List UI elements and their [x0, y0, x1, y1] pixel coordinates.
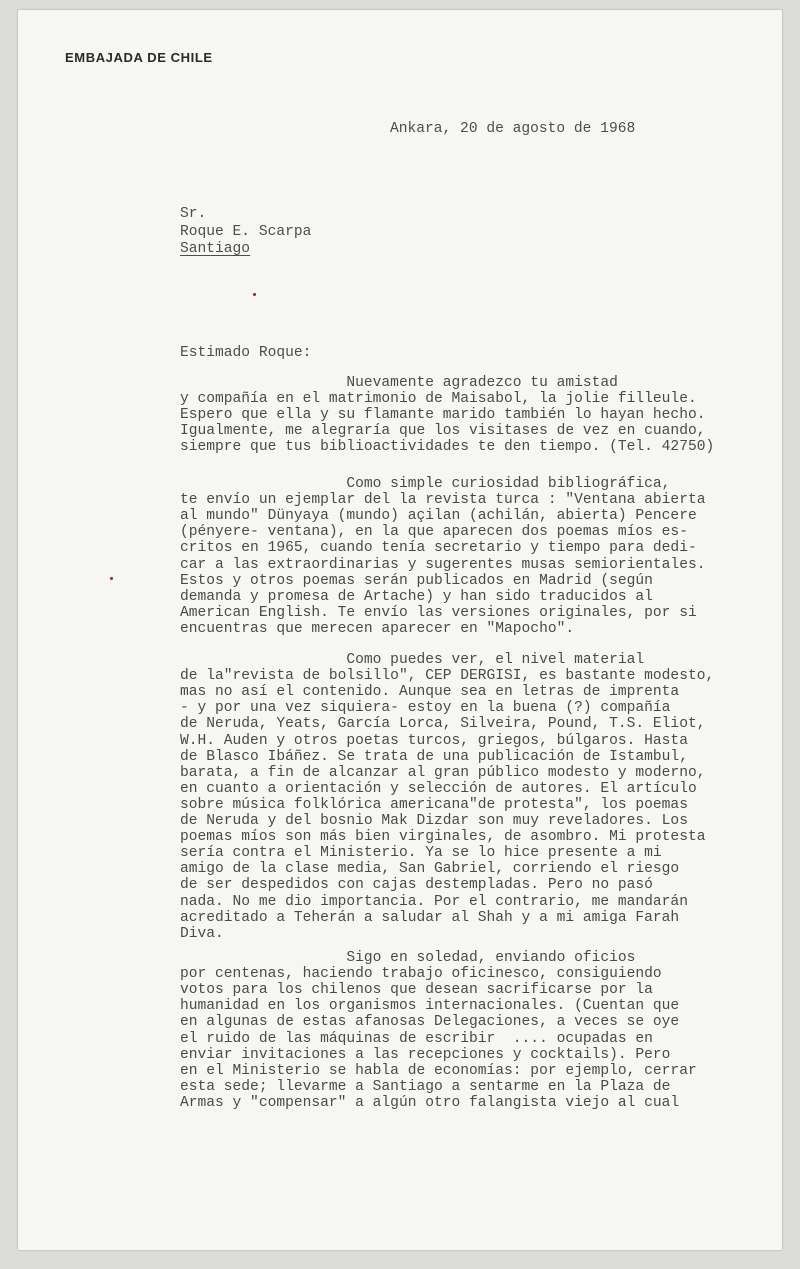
- letter-line: Como simple curiosidad bibliográfica,: [180, 476, 671, 492]
- ink-speck: [110, 577, 113, 580]
- letter-line: por centenas, haciendo trabajo oficinesco, consiguiendo: [180, 966, 662, 983]
- letter-line: demanda y promesa de Artache) y han sido traducidos al: [180, 588, 653, 605]
- letter-line: de ser despedidos con cajas destempladas. Pero no pasó: [180, 877, 653, 894]
- letter-line: Armas y "compensar" a algún otro falangista viejo al cual: [180, 1094, 680, 1111]
- letter-line: votos para los chilenos que desean sacrificarse por la: [180, 982, 653, 999]
- letter-line: encuentras que merecen aparecer en "Mapocho".: [180, 620, 575, 637]
- letter-line: Igualmente, me alegraría que los visitases de vez en cuando,: [180, 423, 706, 440]
- letter-line: de la"revista de bolsillo", CEP DERGISI, es bastante modesto,: [180, 668, 715, 685]
- letterhead: EMBAJADA DE CHILE: [65, 50, 213, 65]
- letter-line: car a las extraordinarias y sugerentes musas semiorientales.: [180, 556, 706, 573]
- letter-line: barata, a fin de alcanzar al gran público modesto y moderno,: [180, 764, 706, 781]
- letter-line: humanidad en los organismos internacionales. (Cuentan que: [180, 998, 680, 1015]
- letter-line: critos en 1965, cuando tenía secretario y tiempo para dedi-: [180, 540, 697, 557]
- letter-line: sería contra el Ministerio. Ya se lo hice presente a mi: [180, 845, 662, 862]
- letter-line: esta sede; llevarme a Santiago a sentarme en la Plaza de: [180, 1078, 671, 1095]
- letter-line: enviar invitaciones a las recepciones y cocktails). Pero: [180, 1046, 671, 1063]
- letter-line: en el Ministerio se habla de economías: por ejemplo, cerrar: [180, 1062, 697, 1079]
- letter-line: el ruido de las máquinas de escribir .... ocupadas en: [180, 1030, 653, 1047]
- letter-line: Nuevamente agradezco tu amistad: [180, 375, 618, 391]
- letter-line: nada. No me dio importancia. Por el contrario, me mandarán: [180, 893, 688, 910]
- letter-line: de Neruda, Yeats, García Lorca, Silveira, Pound, T.S. Eliot,: [180, 716, 706, 733]
- salutation: Estimado Roque:: [180, 345, 312, 361]
- letter-sheet: [18, 10, 782, 1250]
- ink-speck: [253, 293, 256, 296]
- letter-line: Estos y otros poemas serán publicados en Madrid (según: [180, 572, 653, 589]
- letter-line: (pényere- ventana), en la que aparecen dos poemas míos es-: [180, 524, 688, 541]
- letter-line: de Blasco Ibáñez. Se trata de una publicación de Istambul,: [180, 748, 688, 765]
- letter-line: acreditado a Teherán a saludar al Shah y a mi amiga Farah: [180, 909, 680, 926]
- date-line: Ankara, 20 de agosto de 1968: [390, 121, 636, 137]
- letter-line: y compañía en el matrimonio de Maisabol, la jolie filleule.: [180, 391, 697, 408]
- recipient-name: Roque E. Scarpa: [180, 224, 312, 240]
- letter-line: Diva.: [180, 925, 224, 942]
- letter-line: American English. Te envío las versiones originales, por si: [180, 604, 697, 621]
- letter-line: Sigo en soledad, enviando oficios: [180, 950, 636, 966]
- letter-line: - y por una vez siquiera- estoy en la buena (?) compañía: [180, 700, 671, 717]
- recipient-city: Santiago: [180, 241, 251, 257]
- letter-line: en algunas de estas afanosas Delegaciones, a veces se oye: [180, 1014, 680, 1031]
- letter-line: Como puedes ver, el nivel material: [180, 652, 645, 668]
- letter-line: W.H. Auden y otros poetas turcos, griegos, búlgaros. Hasta: [180, 732, 688, 749]
- letter-line: al mundo" Dünyaya (mundo) açilan (achilán, abierta) Pencere: [180, 508, 697, 525]
- letter-line: poemas míos son más bien virginales, de asombro. Mi protesta: [180, 829, 706, 846]
- letter-line: te envío un ejemplar del la revista turca : "Ventana abierta: [180, 492, 706, 509]
- letter-line: sobre música folklórica americana"de protesta", los poemas: [180, 796, 688, 813]
- letter-line: en cuanto a orientación y selección de autores. El artículo: [180, 780, 697, 797]
- letter-line: de Neruda y del bosnio Mak Dizdar son muy reveladores. Los: [180, 813, 688, 829]
- letter-line: siempre que tus biblioactividades te den tiempo. (Tel. 42750): [180, 439, 715, 456]
- letter-line: Espero que ella y su flamante marido también lo hayan hecho.: [180, 407, 706, 424]
- recipient-title: Sr.: [180, 206, 207, 222]
- letter-line: mas no así el contenido. Aunque sea en letras de imprenta: [180, 684, 680, 701]
- letter-line: amigo de la clase media, San Gabriel, corriendo el riesgo: [180, 861, 680, 878]
